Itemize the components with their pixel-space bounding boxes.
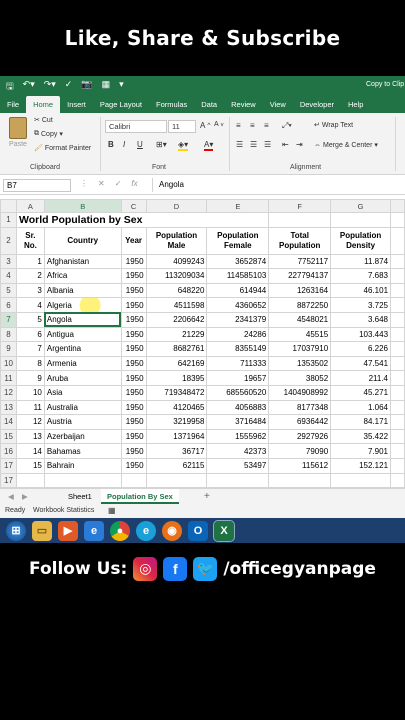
cell[interactable] <box>391 227 405 254</box>
start-button-icon[interactable]: ⊞ <box>6 521 26 541</box>
cell[interactable]: 3652874 <box>207 254 269 269</box>
cell[interactable]: 614944 <box>207 283 269 298</box>
cell[interactable]: 46.101 <box>331 283 391 298</box>
cell[interactable] <box>391 429 405 444</box>
clipboard-icon <box>9 117 27 139</box>
sheet-tab-bar <box>0 488 405 504</box>
cell[interactable]: 1950 <box>121 415 146 430</box>
bold-button[interactable]: B <box>108 140 114 149</box>
cell[interactable]: 1555962 <box>207 429 269 444</box>
tab-view[interactable]: View <box>269 100 286 109</box>
cell[interactable]: Austria <box>44 415 121 430</box>
cut-label: Cut <box>41 116 53 124</box>
tab-help[interactable]: Help <box>348 100 364 109</box>
cell[interactable] <box>391 473 405 488</box>
cell[interactable]: 1950 <box>121 458 146 473</box>
italic-button[interactable]: I <box>123 140 126 149</box>
cell[interactable]: 47.541 <box>331 356 391 371</box>
align-middle-icon[interactable]: ≡ <box>250 121 255 130</box>
cell[interactable]: 152.121 <box>331 458 391 473</box>
status-ready: Ready <box>5 507 26 514</box>
cell[interactable] <box>331 473 391 488</box>
sheet-title[interactable]: World Population by Sex <box>16 213 206 228</box>
cell[interactable]: Australia <box>44 400 121 415</box>
name-box[interactable]: B7 <box>3 179 71 192</box>
tab-data[interactable]: Data <box>201 100 218 109</box>
chevron-down-icon: ▾ <box>59 131 63 138</box>
row-header[interactable]: 2 <box>1 227 17 254</box>
table-row <box>1 429 405 444</box>
cell[interactable]: 211.4 <box>331 371 391 386</box>
row-header[interactable]: 15 <box>1 429 17 444</box>
cell[interactable]: 685560520 <box>207 385 269 400</box>
cell[interactable]: 6 <box>16 327 44 342</box>
table-row <box>1 400 405 415</box>
cell[interactable]: 7.683 <box>331 269 391 284</box>
cell[interactable]: 35.422 <box>331 429 391 444</box>
borders-icon[interactable]: ⊞▾ <box>156 140 167 149</box>
cell[interactable] <box>391 327 405 342</box>
edge-icon[interactable]: e <box>136 521 156 541</box>
table-row <box>1 473 405 488</box>
excel-taskbar-icon[interactable]: X <box>214 521 234 541</box>
cell[interactable]: 42373 <box>207 444 269 459</box>
row-header[interactable]: 9 <box>1 342 17 357</box>
wrap-text-icon: ↵ <box>314 122 320 129</box>
divider <box>100 117 101 171</box>
column-header[interactable] <box>391 200 405 213</box>
undo-icon[interactable]: ↶▾ <box>22 79 35 89</box>
outlook-icon[interactable]: O <box>188 521 208 541</box>
cell[interactable]: 15 <box>16 458 44 473</box>
cell[interactable]: 113209034 <box>146 269 207 284</box>
paste-button[interactable] <box>6 117 30 148</box>
row-header[interactable]: 7 <box>1 312 17 327</box>
cell[interactable]: 8872250 <box>269 298 331 313</box>
cell[interactable] <box>16 473 44 488</box>
cell[interactable]: 1950 <box>121 254 146 269</box>
cell[interactable]: 2927926 <box>269 429 331 444</box>
orientation-icon[interactable]: ⤢▾ <box>282 121 292 130</box>
cell[interactable] <box>391 254 405 269</box>
table-row <box>1 371 405 386</box>
cell[interactable]: 17037910 <box>269 342 331 357</box>
font-size-select[interactable]: 11 <box>168 120 196 133</box>
increase-indent-icon[interactable]: ⇥ <box>296 140 303 149</box>
cell[interactable]: 711333 <box>207 356 269 371</box>
cell[interactable]: 18395 <box>146 371 207 386</box>
cell[interactable] <box>269 213 331 228</box>
ribbon <box>0 113 405 175</box>
merge-center-button[interactable] <box>314 141 378 149</box>
table-row <box>1 342 405 357</box>
cell[interactable]: 103.443 <box>331 327 391 342</box>
quick-access-toolbar <box>6 79 124 95</box>
cut-button[interactable] <box>34 116 53 124</box>
cell[interactable]: 648220 <box>146 283 207 298</box>
cell[interactable]: 1950 <box>121 312 146 327</box>
cell[interactable]: 7752117 <box>269 254 331 269</box>
row-header[interactable]: 12 <box>1 385 17 400</box>
cell[interactable]: Asia <box>44 385 121 400</box>
cell[interactable]: 14 <box>16 444 44 459</box>
column-header[interactable]: E <box>207 200 269 213</box>
column-header[interactable]: A <box>16 200 44 213</box>
cell[interactable]: 3 <box>16 283 44 298</box>
cell[interactable]: 6936442 <box>269 415 331 430</box>
media-player-icon[interactable]: ▶ <box>58 521 78 541</box>
cell[interactable]: 642169 <box>146 356 207 371</box>
clipboard-group-label: Clipboard <box>30 164 60 171</box>
firefox-icon[interactable]: ◉ <box>162 521 182 541</box>
cell[interactable]: 4056883 <box>207 400 269 415</box>
column-header[interactable]: F <box>269 200 331 213</box>
sheet-tab-sheet1[interactable]: Sheet1 <box>68 492 92 501</box>
cell[interactable]: 53497 <box>207 458 269 473</box>
cell[interactable]: 1950 <box>121 342 146 357</box>
cell[interactable]: 6.226 <box>331 342 391 357</box>
cell[interactable]: 38052 <box>269 371 331 386</box>
row-header[interactable]: 8 <box>1 327 17 342</box>
macro-record-icon[interactable]: ▦ <box>108 506 116 515</box>
copy-label: Copy <box>41 130 58 138</box>
insert-function-icon[interactable]: fx <box>131 179 138 188</box>
table-row <box>1 283 405 298</box>
row-header[interactable]: 4 <box>1 269 17 284</box>
align-right-icon[interactable]: ☰ <box>264 140 272 149</box>
row-header[interactable]: 11 <box>1 371 17 386</box>
align-bottom-icon[interactable]: ≡ <box>264 121 269 130</box>
cell[interactable]: 1371964 <box>146 429 207 444</box>
cell[interactable]: 1950 <box>121 298 146 313</box>
title-bar <box>0 76 405 94</box>
tab-insert[interactable]: Insert <box>67 100 86 109</box>
cell[interactable]: Africa <box>44 269 121 284</box>
excel-window <box>0 76 405 543</box>
cell[interactable]: 4099243 <box>146 254 207 269</box>
camera-icon[interactable]: 📷 <box>81 79 93 89</box>
twitter-icon[interactable]: 🐦 <box>193 557 217 581</box>
wrap-text-button[interactable] <box>314 121 353 129</box>
cell[interactable]: 1950 <box>121 429 146 444</box>
social-handle: /officegyanpage <box>223 559 376 579</box>
cell[interactable]: 3.648 <box>331 312 391 327</box>
tab-review[interactable]: Review <box>231 100 256 109</box>
align-left-icon[interactable]: ☰ <box>236 140 244 149</box>
cell[interactable] <box>44 473 121 488</box>
follow-label: Follow Us: <box>29 559 128 579</box>
cell[interactable]: 1263164 <box>269 283 331 298</box>
paintbrush-icon: 🖌 <box>34 145 43 152</box>
divider <box>395 117 396 171</box>
cell[interactable] <box>391 213 405 228</box>
cell[interactable]: Bahrain <box>44 458 121 473</box>
cell[interactable] <box>391 298 405 313</box>
table-row <box>1 444 405 459</box>
paste-label: Paste <box>9 141 27 148</box>
header-cell[interactable]: Population Female <box>207 227 269 254</box>
worksheet-grid[interactable] <box>0 199 405 488</box>
worksheet-table <box>0 199 405 488</box>
customize-icon[interactable]: ▾ <box>119 79 124 89</box>
scroll-right-icon[interactable]: ▶ <box>22 492 28 501</box>
cell[interactable]: 9 <box>16 371 44 386</box>
cell[interactable] <box>391 415 405 430</box>
scroll-left-icon[interactable]: ◀ <box>8 492 14 501</box>
cell[interactable]: 5 <box>16 312 44 327</box>
cell[interactable]: 84.171 <box>331 415 391 430</box>
align-top-icon[interactable]: ≡ <box>236 121 241 130</box>
column-header[interactable]: B <box>44 200 121 213</box>
enter-icon[interactable]: ✓ <box>114 179 122 188</box>
header-cell[interactable]: Total Population <box>269 227 331 254</box>
instagram-icon[interactable]: ◎ <box>133 557 157 581</box>
windows-taskbar <box>0 518 405 543</box>
cell[interactable]: 79090 <box>269 444 331 459</box>
cell[interactable]: 7.901 <box>331 444 391 459</box>
scissors-icon: ✂ <box>34 117 40 124</box>
row-header[interactable]: 1 <box>1 213 17 228</box>
cell[interactable]: 8 <box>16 356 44 371</box>
cell[interactable]: 2341379 <box>207 312 269 327</box>
cell[interactable]: 1950 <box>121 385 146 400</box>
cell[interactable]: Afghanistan <box>44 254 121 269</box>
table-row <box>1 269 405 284</box>
fill-color-icon[interactable]: ◈▾ <box>178 140 189 149</box>
cell[interactable]: 8177348 <box>269 400 331 415</box>
bottom-banner <box>0 543 405 595</box>
cell[interactable]: 1 <box>16 254 44 269</box>
font-color-icon[interactable]: A▾ <box>204 140 214 149</box>
table-row <box>1 312 405 327</box>
cell[interactable]: 11 <box>16 400 44 415</box>
alignment-group-label: Alignment <box>290 164 322 171</box>
header-cell[interactable]: Year <box>121 227 146 254</box>
table-row <box>1 415 405 430</box>
grow-font-button[interactable]: A ^ <box>200 121 211 130</box>
cell[interactable]: 1950 <box>121 400 146 415</box>
top-banner <box>0 0 405 76</box>
workbook-statistics[interactable]: Workbook Statistics <box>33 507 95 514</box>
row-header[interactable]: 5 <box>1 283 17 298</box>
cell[interactable]: 4 <box>16 298 44 313</box>
font-group-label: Font <box>152 164 167 171</box>
ie-icon[interactable]: e <box>84 521 104 541</box>
cell[interactable] <box>391 283 405 298</box>
status-bar <box>0 504 405 518</box>
cell[interactable]: 719348472 <box>146 385 207 400</box>
cell[interactable]: 1950 <box>121 371 146 386</box>
row-header[interactable]: 6 <box>1 298 17 313</box>
tab-page-layout[interactable]: Page Layout <box>99 100 142 109</box>
cell[interactable] <box>391 342 405 357</box>
cell[interactable] <box>391 312 405 327</box>
row-header[interactable]: 13 <box>1 400 17 415</box>
row-header[interactable]: 14 <box>1 415 17 430</box>
add-sheet-button[interactable]: + <box>204 491 210 502</box>
cell[interactable]: 1404908992 <box>269 385 331 400</box>
decrease-indent-icon[interactable]: ⇤ <box>282 140 289 149</box>
cell[interactable]: Angola <box>44 312 121 327</box>
cell[interactable]: Algeria <box>44 298 121 313</box>
cell[interactable]: 1950 <box>121 327 146 342</box>
cell[interactable]: 7 <box>16 342 44 357</box>
cell[interactable]: 12 <box>16 415 44 430</box>
cell[interactable]: 3716484 <box>207 415 269 430</box>
table-row <box>1 385 405 400</box>
facebook-icon[interactable]: f <box>163 557 187 581</box>
formula-input[interactable]: Angola <box>152 178 402 192</box>
format-painter-button[interactable] <box>34 144 91 152</box>
spelling-icon[interactable]: ✓ <box>64 79 73 89</box>
tab-home[interactable]: Home <box>26 96 60 113</box>
cell[interactable]: 2206642 <box>146 312 207 327</box>
cell[interactable]: 4120465 <box>146 400 207 415</box>
table-row <box>1 254 405 269</box>
table-row <box>1 458 405 473</box>
cell[interactable] <box>207 473 269 488</box>
select-all-corner[interactable] <box>1 200 17 213</box>
shrink-font-button[interactable]: A v <box>214 121 224 128</box>
header-cell[interactable]: Country <box>44 227 121 254</box>
cancel-icon[interactable]: ✕ <box>98 179 105 188</box>
chevron-down-icon: ▾ <box>374 142 378 149</box>
tab-developer[interactable]: Developer <box>299 100 335 109</box>
header-cell[interactable]: Sr. No. <box>16 227 44 254</box>
cell[interactable]: Azerbaijan <box>44 429 121 444</box>
header-cell[interactable]: Population Density <box>331 227 391 254</box>
cell[interactable]: 13 <box>16 429 44 444</box>
calculator-icon[interactable]: ▦ <box>101 79 111 89</box>
cell[interactable]: 3.725 <box>331 298 391 313</box>
cell[interactable]: 2 <box>16 269 44 284</box>
table-row <box>1 298 405 313</box>
cell[interactable]: 3219958 <box>146 415 207 430</box>
cell[interactable]: Albania <box>44 283 121 298</box>
row-header[interactable]: 16 <box>1 444 17 459</box>
cell[interactable]: 62115 <box>146 458 207 473</box>
cell[interactable]: Antigua <box>44 327 121 342</box>
more-icon: ⋮ <box>80 179 88 188</box>
file-explorer-icon[interactable]: ▭ <box>32 521 52 541</box>
cell[interactable]: 114585103 <box>207 269 269 284</box>
copy-icon: ⧉ <box>34 130 39 137</box>
cell[interactable] <box>391 444 405 459</box>
cell[interactable]: 45515 <box>269 327 331 342</box>
cell[interactable] <box>269 473 331 488</box>
cell[interactable]: 21229 <box>146 327 207 342</box>
cell[interactable]: Aruba <box>44 371 121 386</box>
column-header[interactable]: D <box>146 200 207 213</box>
cell[interactable]: 10 <box>16 385 44 400</box>
cell[interactable] <box>146 473 207 488</box>
cell[interactable]: 1950 <box>121 444 146 459</box>
tab-formulas[interactable]: Formulas <box>156 100 188 109</box>
row-header[interactable]: 3 <box>1 254 17 269</box>
copy-button[interactable] <box>34 130 63 138</box>
underline-button[interactable]: U <box>137 140 143 149</box>
cell[interactable]: 45.271 <box>331 385 391 400</box>
cell[interactable] <box>331 213 391 228</box>
cell[interactable] <box>391 371 405 386</box>
redo-icon[interactable]: ↷▾ <box>43 79 56 89</box>
copy-to-clipboard-label: Copy to Clip <box>366 81 405 88</box>
cell[interactable]: 1353502 <box>269 356 331 371</box>
cell[interactable]: Bahamas <box>44 444 121 459</box>
cell[interactable]: 36717 <box>146 444 207 459</box>
sheet-tab-population-by-sex[interactable]: Population By Sex <box>101 489 179 504</box>
chrome-icon[interactable]: ● <box>110 521 130 541</box>
header-cell[interactable]: Population Male <box>146 227 207 254</box>
cell[interactable] <box>391 400 405 415</box>
table-row <box>1 356 405 371</box>
cell[interactable]: 1950 <box>121 356 146 371</box>
cell[interactable]: 115612 <box>269 458 331 473</box>
formula-bar-buttons <box>80 179 138 188</box>
cell[interactable]: 4511598 <box>146 298 207 313</box>
merge-center-label: Merge & Center <box>323 141 373 149</box>
row-header[interactable]: 17 <box>1 473 17 488</box>
cell[interactable] <box>391 458 405 473</box>
row-header[interactable]: 17 <box>1 458 17 473</box>
merge-icon: ⇔ <box>314 141 321 149</box>
cell[interactable]: 4548021 <box>269 312 331 327</box>
cell[interactable] <box>121 473 146 488</box>
cell[interactable]: Armenia <box>44 356 121 371</box>
tab-file[interactable]: File <box>7 100 20 109</box>
format-painter-label: Format Painter <box>44 144 92 152</box>
wrap-text-label: Wrap Text <box>321 121 354 129</box>
cell[interactable]: 1.064 <box>331 400 391 415</box>
save-icon[interactable]: 🖫 <box>6 81 14 91</box>
cell[interactable]: 8682761 <box>146 342 207 357</box>
divider <box>229 117 230 171</box>
row-header[interactable]: 10 <box>1 356 17 371</box>
formula-bar <box>0 175 405 195</box>
cell[interactable]: 4360652 <box>207 298 269 313</box>
align-center-icon[interactable]: ☰ <box>250 140 258 149</box>
cell[interactable]: 19657 <box>207 371 269 386</box>
cell[interactable] <box>207 213 269 228</box>
cell[interactable]: 1950 <box>121 283 146 298</box>
column-header[interactable]: C <box>121 200 146 213</box>
cell[interactable]: 227794137 <box>269 269 331 284</box>
cell[interactable] <box>391 356 405 371</box>
ribbon-tabs <box>0 94 405 113</box>
cell[interactable]: Argentina <box>44 342 121 357</box>
font-name-select[interactable]: Calibri <box>105 120 167 133</box>
banner-title: Like, Share & Subscribe <box>64 26 341 50</box>
cell[interactable] <box>391 269 405 284</box>
cell[interactable]: 24286 <box>207 327 269 342</box>
column-header[interactable]: G <box>331 200 391 213</box>
cell[interactable] <box>391 385 405 400</box>
cell[interactable]: 1950 <box>121 269 146 284</box>
table-row <box>1 327 405 342</box>
cell[interactable]: 11.874 <box>331 254 391 269</box>
cell[interactable]: 8355149 <box>207 342 269 357</box>
